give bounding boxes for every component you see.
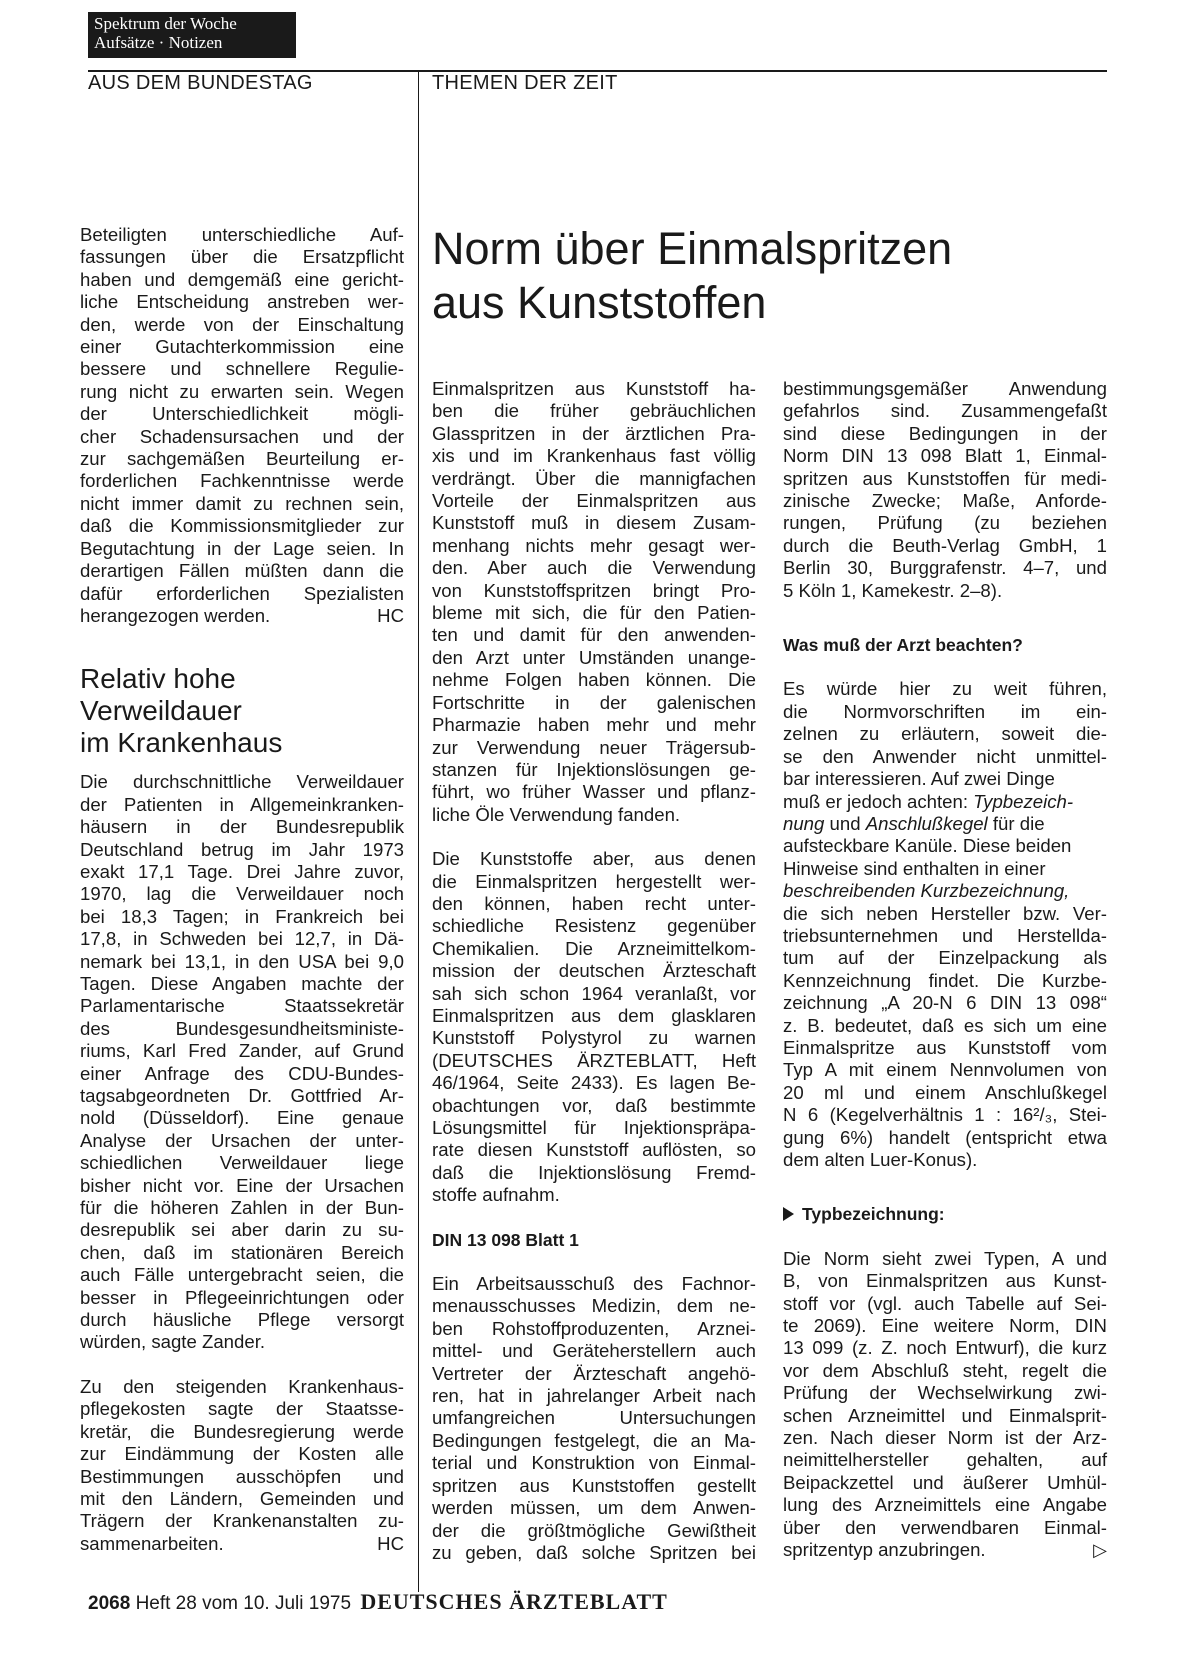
norm-paragraph-4 xyxy=(783,378,1107,580)
text-line: bessere und schnellere Regulie- xyxy=(80,358,404,380)
text-line: Tagen. Diese Angaben machte der xyxy=(80,972,404,994)
text-line: die Normvorschriften im ein- xyxy=(783,700,1107,722)
text-line: Trägern der Krankenanstalten zu- xyxy=(80,1510,404,1532)
text-line: fassungen über die Ersatzpflicht xyxy=(80,246,404,268)
text-line: auch Fälle untergebracht seien, die xyxy=(80,1264,404,1286)
text-line: Berlin 30, Burggrafenstr. 4–7, und xyxy=(783,557,1107,579)
article-title-verweildauer: Relativ hohe Verweildauer im Krankenhaus xyxy=(80,663,283,759)
text-line: den. Aber auch die Verwendung xyxy=(432,557,756,579)
right-column: bestimmungsgemäßer Anwendung gefahrlos sind. Zusammengefaßt sind diese Bedingungen in der Norm DIN 13 098 Blatt 1, Einmal- spritzen aus Kunststoffen für medi- zinische Zwecke; Maße, Anforde- rungen, Prüfung (zu beziehen durch die Beuth-Verlag GmbH, 1 Berlin 30, Burggrafenstr. 4–7, und 5 Köln 1, Kamekestr. 2–8). Was muß der Arzt beachten? Es würde hier zu weit führen, die Normvorschriften im ein- zelnen zu erläutern, soweit die- se den Anwender nicht unmittel- bar interessieren. Auf zwei Dinge muß er jedoch achten: Typbezeich- nung und Anschlußkegel für die aufsteckbare Kanüle. Diese beiden Hinweise sind enthalten in einer beschreibenden Kurzbezeichnung, die sich neben Hersteller bzw. Ver- triebsunternehmen und Herstellda- tum auf der Einzelpackung als Kennzeichnung findet. Die Kurzbe- zeichnung „A 20-N 6 DIN 13 098“ z. B. bedeutet, daß es sich um eine Einmalspritze aus Kunststoff vom Typ A mit einem Nennvolumen von 20 ml und einem Anschlußkegel N 6 (Kegelverhältnis 1 : 16²/₃, Stei- gung 6%) handelt (entspricht etwa dem alten Luer-Konus). Typbezeichnung: Die Norm sieht zwei Typen, A und B, von Einmalspritzen aus Kunst- stoff vor (vgl. auch Tabelle auf Sei- te 2069). Eine weitere Norm, DIN 13 099 (z. Z. noch Entwurf), die kurz vor dem Abschluß steht, regelt die Prüfung der Wechselwirkung zwi- schen Arzneimittel und Einmalsprit- zen. Nach dieser Norm ist der Arz- neimittelhersteller gehalten, auf Beipackzettel und äußerer Umhül- lung des Arzneimittels eine Angabe über den verwendbaren Einmal- spritzentyp anzubringen. ▷ xyxy=(783,378,1107,1561)
text-line: einer Gutachterkommission eine xyxy=(80,336,404,358)
text-line: tum auf der Einzelpackung als xyxy=(783,947,1107,969)
issue-info: Heft 28 vom 10. Juli 1975 xyxy=(135,1593,352,1614)
badge-line-1: Spektrum der Woche xyxy=(94,14,237,33)
text-line: einer Anfrage des CDU-Bundes- xyxy=(80,1062,404,1084)
text-line: ben Rohstoffproduzenten, Arznei- xyxy=(432,1317,756,1339)
text-line: Einmalspritzen aus Kunststoff ha- xyxy=(432,378,756,399)
text-line: xis und im Krankenhaus fast völlig xyxy=(432,445,756,467)
norm-paragraph-2 xyxy=(432,848,756,1184)
norm-paragraph-1 xyxy=(432,378,756,804)
text-line: zen. Nach dieser Norm ist der Arz- xyxy=(783,1427,1107,1449)
verweildauer-paragraph-2 xyxy=(80,1376,404,1533)
text-line: Die durchschnittliche Verweildauer xyxy=(80,771,404,793)
text-line: zur Verwendung neuer Trägersub- xyxy=(432,736,756,758)
text-line: Die Kunststoffe aber, aus denen xyxy=(432,848,756,870)
text-line: Zu den steigenden Krankenhaus- xyxy=(80,1375,404,1397)
text-line: 20 ml und einem Anschlußkegel xyxy=(783,1081,1107,1103)
text-line: Ein Arbeitsausschuß des Fachnor- xyxy=(432,1273,756,1295)
norm-p5-last: dem alten Luer-Konus). xyxy=(783,1149,978,1170)
text-line: den, werde von der Einschaltung xyxy=(80,313,404,335)
text-line: spritzen aus Kunststoffen für medi- xyxy=(783,467,1107,489)
text-line: chen, daß im stationären Bereich xyxy=(80,1241,404,1263)
intro-paragraph xyxy=(80,224,404,605)
verweildauer-paragraph-1 xyxy=(80,771,404,1331)
text-line: cher Schadensursachen und der xyxy=(80,425,404,447)
verweildauer-signature: HC xyxy=(377,1532,404,1554)
text-line: Beteiligten unterschiedliche Auf- xyxy=(80,224,404,245)
text-line: triebsunternehmen und Herstellda- xyxy=(783,924,1107,946)
text-line: menausschusses Medizin, dem ne- xyxy=(432,1295,756,1317)
text-line: Beipackzettel und äußerer Umhül- xyxy=(783,1471,1107,1493)
page-footer xyxy=(88,1589,668,1615)
intro-last-line: herangezogen werden. HC xyxy=(80,604,404,626)
text-line: spritzen aus Kunststoffen gestellt xyxy=(432,1474,756,1496)
text-line: daß die Kommissionsmitglieder zur xyxy=(80,515,404,537)
main-article-title: Norm über Einmalspritzen aus Kunststoffen xyxy=(432,223,953,328)
text-line: Chemikalien. Die Arzneimittelkom- xyxy=(432,937,756,959)
text-line: mit den Ländern, Gemeinden und xyxy=(80,1487,404,1509)
text-line: Analyse der Ursachen der unter- xyxy=(80,1129,404,1151)
text-line: mission der deutschen Ärzteschaft xyxy=(432,960,756,982)
text-line: Kunststoff muß in diesem Zusam- xyxy=(432,512,756,534)
continue-arrow-icon: ▷ xyxy=(1093,1540,1107,1561)
text-line: desrepublik sei aber darin zu su- xyxy=(80,1219,404,1241)
subhead-arzt: Was muß der Arzt beachten? xyxy=(783,635,1023,656)
text-line: 46/1964, Seite 2433). Es lagen Be- xyxy=(432,1072,756,1094)
text-line: über den verwendbaren Einmal- xyxy=(783,1516,1107,1538)
text-line: daß die Injektionslösung Fremd- xyxy=(432,1161,756,1183)
text-line: Pharmazie haben mehr und mehr xyxy=(432,714,756,736)
norm-p6-last: spritzentyp anzubringen. ▷ xyxy=(783,1539,1107,1561)
text-line: nemark bei 13,1, in den USA bei 9,0 xyxy=(80,950,404,972)
text-line: Kennzeichnung findet. Die Kurzbe- xyxy=(783,969,1107,991)
text-line: Einmalspritze aus Kunststoff vom xyxy=(783,1036,1107,1058)
text-line: B, von Einmalspritzen aus Kunst- xyxy=(783,1270,1107,1292)
text-line: Typ A mit einem Nennvolumen von xyxy=(783,1059,1107,1081)
text-line: stanzen für Injektionslösungen ge- xyxy=(432,758,756,780)
text-line: gefahrlos sind. Zusammengefaßt xyxy=(783,400,1107,422)
text-line: von Kunststoffspritzen bringt Pro- xyxy=(432,579,756,601)
subhead-typbezeichnung: Typbezeichnung: xyxy=(783,1203,1107,1225)
text-line: schen Arzneimittel und Einmalsprit- xyxy=(783,1404,1107,1426)
text-line: bestimmungsgemäßer Anwendung xyxy=(783,378,1107,399)
text-line: rungen, Prüfung (zu beziehen xyxy=(783,512,1107,534)
text-line: lung des Arzneimittels eine Angabe xyxy=(783,1494,1107,1516)
text-line: für die höheren Zahlen in der Bun- xyxy=(80,1197,404,1219)
text-line: zeichnung „A 20-N 6 DIN 13 098“ xyxy=(783,992,1107,1014)
column-divider xyxy=(418,70,419,1592)
text-line: zur sachgemäßen Beurteilung er- xyxy=(80,448,404,470)
text-line: führt, wo früher Wasser und pflanz- xyxy=(432,781,756,803)
section-label-themen: THEMEN DER ZEIT xyxy=(432,72,618,94)
text-line: 17,8, in Schweden bei 12,7, in Dä- xyxy=(80,928,404,950)
text-line: rate diesen Kunststoff auflösten, so xyxy=(432,1139,756,1161)
verweildauer-p2-last: sammenarbeiten. HC xyxy=(80,1532,404,1554)
norm-paragraph-6 xyxy=(783,1248,1107,1539)
text-line: des Bundesgesundheitsministe- xyxy=(80,1017,404,1039)
text-line: bei 18,3 Tagen; in Frankreich bei xyxy=(80,905,404,927)
text-line: Glasspritzen in der ärztlichen Pra- xyxy=(432,422,756,444)
text-line: te 2069). Eine weitere Norm, DIN xyxy=(783,1315,1107,1337)
norm-paragraph-3 xyxy=(432,1273,756,1564)
text-line: obachtungen vor, daß bestimmte xyxy=(432,1094,756,1116)
text-line: Bestimmungen ausschöpfen und xyxy=(80,1465,404,1487)
text-line: kretär, die Bundesregierung werde xyxy=(80,1420,404,1442)
text-line: vor dem Abschluß steht, regelt die xyxy=(783,1359,1107,1381)
text-line: z. B. bedeutet, daß es sich um eine xyxy=(783,1014,1107,1036)
text-line: 1970, lag die Verweildauer noch xyxy=(80,883,404,905)
text-line: N 6 (Kegelverhältnis 1 : 16²/₃, Stei- xyxy=(783,1104,1107,1126)
text-line: zelnen zu erläutern, soweit die- xyxy=(783,723,1107,745)
subhead-din: DIN 13 098 Blatt 1 xyxy=(432,1229,579,1250)
text-line: der Patienten in Allgemeinkranken- xyxy=(80,793,404,815)
arrow-right-icon xyxy=(783,1207,794,1221)
text-line: se den Anwender nicht unmittel- xyxy=(783,745,1107,767)
text-line: der Unterschiedlichkeit mögli- xyxy=(80,403,404,425)
text-line: stoff vor (vgl. auch Tabelle auf Sei- xyxy=(783,1292,1107,1314)
text-line: durch die Beuth-Verlag GmbH, 1 xyxy=(783,534,1107,556)
text-line: Parlamentarische Staatssekretär xyxy=(80,995,404,1017)
text-line: den können, haben recht unter- xyxy=(432,892,756,914)
text-line: umfangreichen Untersuchungen xyxy=(432,1407,756,1429)
text-line: forderlichen Fachkenntnisse werde xyxy=(80,470,404,492)
text-line: die sich neben Hersteller bzw. Ver- xyxy=(783,902,1107,924)
text-line: nehme Folgen haben können. Die xyxy=(432,669,756,691)
text-line: Norm DIN 13 098 Blatt 1, Einmal- xyxy=(783,445,1107,467)
text-line: haben und demgemäß eine gericht- xyxy=(80,268,404,290)
text-line: liche Entscheidung anstreben wer- xyxy=(80,291,404,313)
text-line: nold (Düsseldorf). Eine genaue xyxy=(80,1107,404,1129)
norm-p1-last: liche Öle Verwendung fanden. xyxy=(432,803,681,825)
text-line: sah sich schon 1964 veranlaßt, vor xyxy=(432,982,756,1004)
text-line: durch häusliche Pflege versorgt xyxy=(80,1309,404,1331)
badge-line-2: Aufsätze · Notizen xyxy=(94,33,223,52)
text-line: Bedingungen festgelegt, die an Ma- xyxy=(432,1429,756,1451)
text-line: Kunststoff Polystyrol zu warnen xyxy=(432,1027,756,1049)
norm-p4-last: 5 Köln 1, Kamekestr. 2–8). xyxy=(783,579,1003,601)
text-line: Begutachtung in der Lage seien. In xyxy=(80,537,404,559)
text-line: bisher nicht vor. Eine der Ursachen xyxy=(80,1174,404,1196)
intro-signature: HC xyxy=(377,604,404,626)
text-line: tagsabgeordneten Dr. Gottfried Ar- xyxy=(80,1085,404,1106)
text-line: dafür erforderlichen Spezialisten xyxy=(80,582,404,604)
text-line: menhang nichts mehr gesagt wer- xyxy=(432,534,756,556)
masthead: DEUTSCHES ÄRZTEBLATT xyxy=(360,1589,668,1614)
text-line: schiedliche Resistenz gegenüber xyxy=(432,915,756,937)
text-line: gung 6%) handelt (entspricht etwa xyxy=(783,1126,1107,1148)
text-line: ren, hat in jahrelanger Arbeit nach xyxy=(432,1385,756,1407)
text-line: Fortschritte in der galenischen xyxy=(432,691,756,713)
text-line: zu geben, daß solche Spritzen bei xyxy=(432,1541,756,1563)
section-badge xyxy=(88,12,296,58)
text-line: rung nicht zu erwarten sein. Wegen xyxy=(80,380,404,402)
text-line: ben die früher gebräuchlichen xyxy=(432,400,756,422)
text-line: Prüfung der Wechselwirkung zwi- xyxy=(783,1382,1107,1404)
text-line: bleme mit sich, die für den Patien- xyxy=(432,602,756,624)
text-line: pflegekosten sagte der Staatsse- xyxy=(80,1398,404,1420)
text-line: Einmalspritzen aus dem glasklaren xyxy=(432,1004,756,1026)
text-line: 13 099 (z. Z. noch Entwurf), die kurz xyxy=(783,1337,1107,1359)
middle-column xyxy=(432,378,756,1564)
text-line: ten und damit für den anwenden- xyxy=(432,624,756,646)
verweildauer-p1-last: würden, sagte Zander. xyxy=(80,1331,266,1353)
text-line: werden müssen, um dem Anwen- xyxy=(432,1497,756,1519)
text-line: (DEUTSCHES ÄRZTEBLATT, Heft xyxy=(432,1049,756,1071)
section-label-bundestag: AUS DEM BUNDESTAG xyxy=(88,72,313,94)
norm-p2-last: stoffe aufnahm. xyxy=(432,1184,560,1206)
text-line: nicht immer damit zu rechnen sein, xyxy=(80,492,404,514)
text-line: Vertreter der Ärzteschaft angehö- xyxy=(432,1362,756,1384)
text-line: den Arzt unter Umständen unange- xyxy=(432,646,756,668)
text-line: riums, Karl Fred Zander, auf Grund xyxy=(80,1040,404,1062)
text-line: neimittelhersteller gehalten, auf xyxy=(783,1449,1107,1471)
text-line: verdrängt. Über die mannigfachen xyxy=(432,467,756,489)
text-line: zinische Zwecke; Maße, Anforde- xyxy=(783,490,1107,512)
text-line: die Einmalspritzen hergestellt wer- xyxy=(432,870,756,892)
text-line: schiedlichen Verweildauer liege xyxy=(80,1152,404,1174)
left-column xyxy=(80,224,404,1555)
text-line: Es würde hier zu weit führen, xyxy=(783,678,1107,700)
text-line: terial und Konstruktion von Einmal- xyxy=(432,1452,756,1474)
text-line: derartigen Fällen müßten dann die xyxy=(80,560,404,582)
text-line: besser in Pflegeeinrichtungen oder xyxy=(80,1286,404,1308)
text-line: Lösungsmittel für Injektionspräpa- xyxy=(432,1117,756,1138)
text-line: sind diese Bedingungen in der xyxy=(783,422,1107,444)
text-line: häusern in der Bundesrepublik xyxy=(80,816,404,838)
text-line: der die größtmögliche Gewißtheit xyxy=(432,1519,756,1541)
text-line: zur Eindämmung der Kosten alle xyxy=(80,1443,404,1465)
text-line: exakt 17,1 Tage. Drei Jahre zuvor, xyxy=(80,860,404,882)
text-line: mittel- und Geräteherstellern auch xyxy=(432,1340,756,1362)
page-number: 2068 xyxy=(88,1593,131,1614)
text-line: Vorteile der Einmalspritzen aus xyxy=(432,490,756,512)
norm-paragraph-5 xyxy=(783,678,1107,768)
text-line: Die Norm sieht zwei Typen, A und xyxy=(783,1247,1107,1269)
text-line: Deutschland betrug im Jahr 1973 xyxy=(80,838,404,860)
